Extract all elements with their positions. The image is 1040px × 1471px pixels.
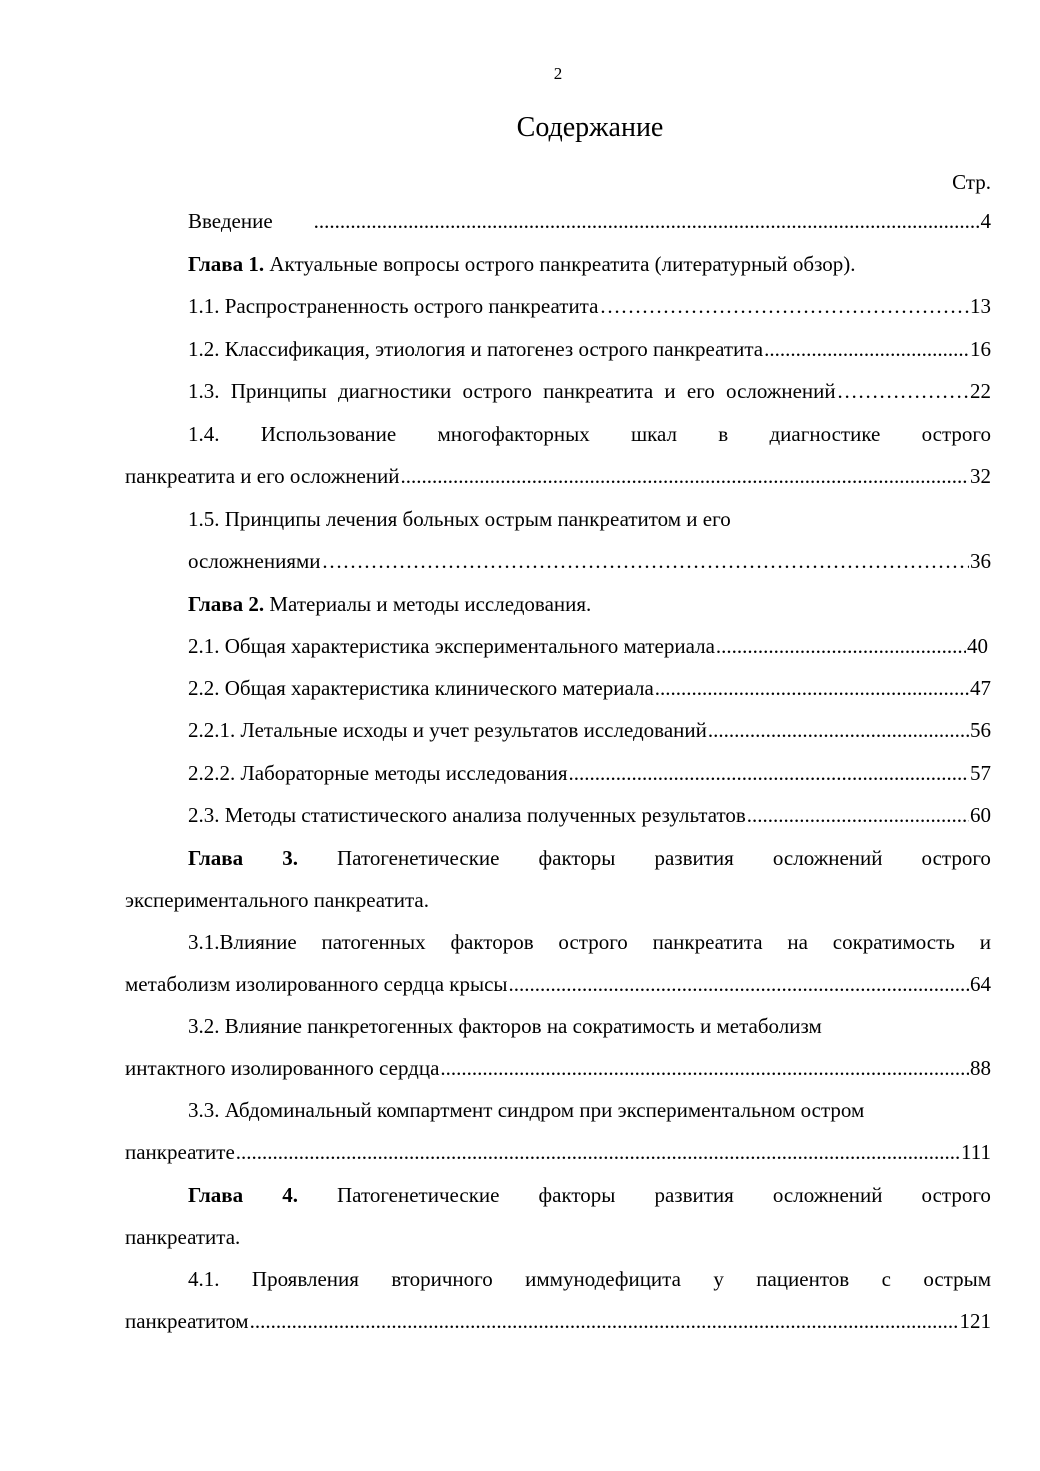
toc-entry-label: 2.2. Общая характеристика клинического материала [188,676,654,700]
leader-dots [236,1139,960,1165]
toc-entry-page: 88 [970,1056,991,1080]
word: 3.1.Влияние [188,930,297,954]
leader-dots [655,675,969,701]
leader-dots [568,760,969,786]
leader-dots [716,633,966,659]
leader-dots [764,336,969,362]
toc-entry-label: панкреатитом [125,1309,249,1333]
word: и [979,930,991,954]
toc-entry-page: 121 [959,1309,991,1333]
word: острого [921,846,991,870]
toc-chapter-2 [188,591,591,617]
word: факторы [538,1183,616,1207]
toc-entry-label: 2.1. Общая характеристика экспериментального материала [188,634,715,658]
toc-entry-page: 47 [970,676,991,700]
toc-entry-label: интактного изолированного сердца [125,1056,440,1080]
toc-entry-4-1-line1 [188,1266,991,1292]
leader-dots [708,717,969,743]
toc-entry-page: 56 [970,718,991,742]
word: Использование [260,422,397,446]
toc-chapter-1 [188,251,856,277]
page-title: Содержание [516,112,664,143]
word: развития [654,846,734,870]
toc-entry-label: Введение [188,209,273,233]
leader-dots [401,463,969,489]
toc-entry-page: 36 [970,549,991,573]
word: с [881,1267,891,1291]
word: Патогенетические [337,846,500,870]
toc-chapter-4-line2: панкреатита. [125,1225,241,1249]
toc-entry-label: 2.2.1. Летальные исходы и учет результатов исследований [188,718,707,742]
word: многофакторных [437,422,590,446]
toc-entry-1-1 [188,293,991,319]
toc-chapter-4-line1 [188,1182,991,1208]
word: шкал [630,422,678,446]
toc-entry-page: 13 [970,294,991,318]
word: развития [654,1183,734,1207]
toc-entry-4-1-line2 [125,1308,991,1334]
word: острым [923,1267,991,1291]
leader-dots [250,1308,959,1334]
leader-dots [509,971,969,997]
toc-entry-2-3 [188,802,991,828]
toc-entry-3-3-line1: 3.3. Абдоминальный компартмент синдром при экспериментальном остром [188,1098,865,1122]
toc-entry-label: 2.2.2. Лабораторные методы исследования [188,761,568,785]
word: факторов [450,930,534,954]
word: сократимость [832,930,955,954]
chapter-title: Актуальные вопросы острого панкреатита (литературный обзор). [269,252,856,276]
toc-entry-1-2 [188,336,991,362]
word: вторичного [391,1267,493,1291]
toc-entry-page: 57 [970,761,991,785]
toc-entry-page: 22 [970,379,991,403]
leader-dots [747,802,969,828]
toc-entry-1-5-line2 [188,548,991,574]
word: острого [921,422,991,446]
toc-entry-3-2-line2 [125,1055,991,1081]
leader-dots [599,293,969,319]
toc-entry-page: 4 [980,209,991,233]
toc-entry-page: 40 [967,634,988,658]
word: 1.4. [188,422,220,446]
toc-entry-1-4-line2 [125,463,991,489]
page-number: 2 [553,64,563,83]
word: острого [558,930,628,954]
toc-entry-page: 64 [970,972,991,996]
toc-entry-label: осложнениями [188,549,321,573]
chapter-label: Глава [188,1183,244,1207]
leader-dots [440,1055,969,1081]
leader-dots [314,208,980,234]
toc-entry-3-3-line2 [125,1139,991,1165]
leader-dots [322,548,969,574]
toc-entry-3-2-line1: 3.2. Влияние панкретогенных факторов на сократимость и метаболизм [188,1014,822,1038]
word: 4.1. [188,1267,220,1291]
word: в [718,422,729,446]
word: диагностике [769,422,881,446]
toc-entry-page: 32 [970,464,991,488]
word: панкреатита [652,930,763,954]
leader-dots [837,378,969,404]
toc-entry-3-1-line2 [125,971,991,997]
word: Проявления [251,1267,359,1291]
toc-entry-2-1 [188,633,988,659]
toc-entry-intro [188,208,991,234]
toc-entry-label: панкреатита и его осложнений [125,464,400,488]
toc-chapter-3-line2: экспериментального панкреатита. [125,888,430,912]
word: осложнений [772,1183,883,1207]
word: осложнений [772,846,883,870]
toc-entry-2-2 [188,675,991,701]
toc-entry-label: 1.2. Классификация, этиология и патогенез острого панкреатита [188,337,764,361]
toc-entry-page: 111 [961,1140,991,1164]
word: у [713,1267,724,1291]
chapter-title: Материалы и методы исследования. [269,592,592,616]
word: патогенных [321,930,426,954]
word: острого [921,1183,991,1207]
word: Патогенетические [337,1183,500,1207]
chapter-label: Глава 1. [188,252,265,276]
word: факторы [538,846,616,870]
toc-entry-page: 60 [970,803,991,827]
page-column-label: Стр. [952,170,991,194]
word: на [787,930,808,954]
toc-entry-label: 1.1. Распространенность острого панкреатита [188,294,599,318]
chapter-label: Глава [188,846,244,870]
toc-entry-3-1-line1 [188,929,991,955]
chapter-number: 3. [282,846,298,870]
toc-entry-label: метаболизм изолированного сердца крысы [125,972,508,996]
word: пациентов [756,1267,850,1291]
chapter-label: Глава 2. [188,592,265,616]
toc-entry-label: 1.3. Принципы диагностики острого панкреатита и его осложнений [188,379,836,403]
word: иммунодефицита [525,1267,681,1291]
toc-chapter-3-line1 [188,845,991,871]
chapter-number: 4. [282,1183,298,1207]
toc-entry-1-4-line1 [188,421,991,447]
toc-entry-2-2-1 [188,717,991,743]
toc-entry-label: 2.3. Методы статистического анализа полученных результатов [188,803,746,827]
toc-entry-2-2-2 [188,760,991,786]
toc-entry-1-5-line1: 1.5. Принципы лечения больных острым панкреатитом и его [188,507,731,531]
toc-entry-page: 16 [970,337,991,361]
toc-entry-label: панкреатите [125,1140,235,1164]
toc-entry-1-3 [188,378,991,404]
